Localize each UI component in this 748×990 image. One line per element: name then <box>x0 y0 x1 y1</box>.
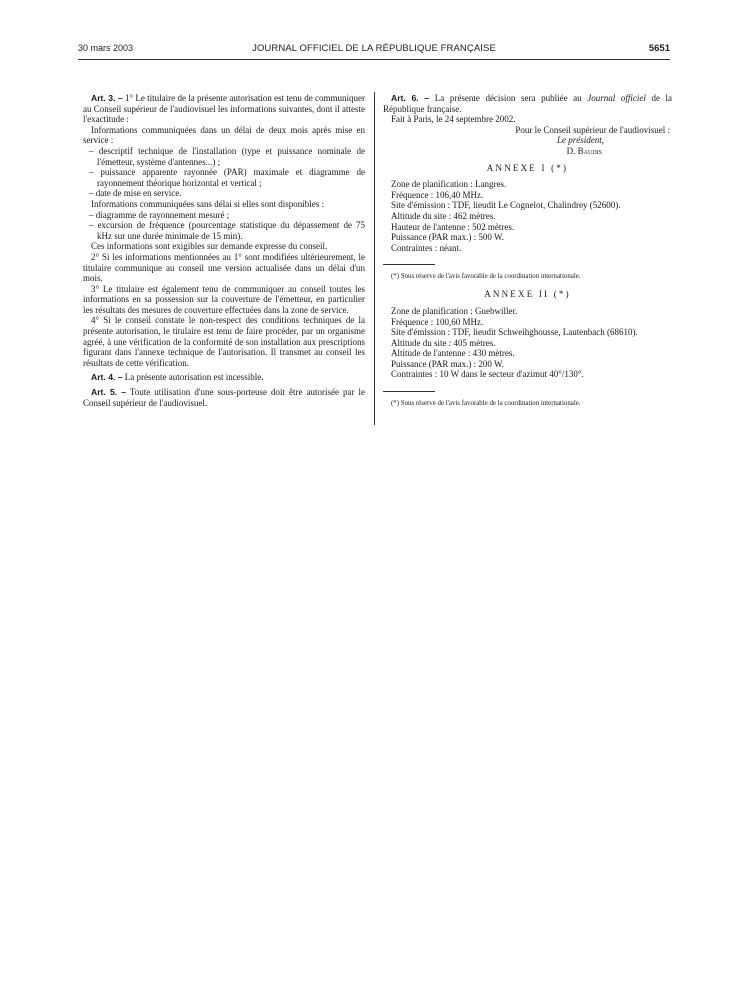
list-item: Zone de planification : Guebwiller. <box>391 305 518 316</box>
column-divider <box>374 92 375 425</box>
annex-1-footnote: (*) Sous réserve de l'avis favorable de la coordination internationale. <box>391 273 581 281</box>
signature-pour: Pour le Conseil supérieur de l'audiovisuel : <box>515 124 670 135</box>
art3-p4: 4° Si le conseil constate le non-respect des conditions techniques de la présente autorisation, le titulaire est tenu de faire procéder, par un organisme agréé, à une vérification de la conformité de son installation aux prescriptions figurant dans l'annexe technique de l'autorisation. Il transmet au conseil les résultats de cette vérification. <box>83 315 365 368</box>
list-item: Altitude de l'antenne : 430 mètres. <box>391 348 515 359</box>
footnote-rule <box>383 264 435 265</box>
list-item: Puissance (PAR max.) : 200 W. <box>391 358 504 369</box>
header-page-number: 5651 <box>648 43 670 54</box>
list-item: Fréquence : 106,40 MHz. <box>391 189 484 200</box>
signature-role: Le président, <box>557 135 604 146</box>
art4-label: Art. 4. – <box>91 372 123 383</box>
signature-name: D. Baudis <box>566 145 602 156</box>
list-item: – descriptif technique de l'installation (type et puissance nominale de l'émetteur, système d'antennes...) ; <box>89 145 365 167</box>
list-item: Site d'émission : TDF, lieudit Le Cognelot, Chalindrey (52600). <box>391 200 621 211</box>
annex-1-title: ANNEXE I (*) <box>486 162 569 173</box>
art3-p3: 3° Le titulaire est également tenu de communiquer au conseil toutes les informations en sa possession sur la couverture de l'émetteur, en particulier les résultats des mesures de couverture effectuées dans la zone de service. <box>83 283 365 315</box>
art5: Art. 5. – Toute utilisation d'une sous-porteuse doit être autorisée par le Conseil supérieur de l'audiovisuel. <box>83 387 365 408</box>
list-item: Contraintes : néant. <box>391 242 462 253</box>
list-item: Site d'émission : TDF, lieudit Schweihghousse, Lautenbach (68610). <box>391 327 638 338</box>
footnote-rule <box>383 391 435 392</box>
annex-2-footnote: (*) Sous réserve de l'avis favorable de la coordination internationale. <box>391 400 581 408</box>
right-column <box>383 93 672 408</box>
header-date: 30 mars 2003 <box>78 43 134 53</box>
art3-p2: 2° Si les informations mentionnées au 1° sont modifiées ultérieurement, le titulaire communique au conseil une version actualisée dans un délai d'un mois. <box>83 251 365 284</box>
list-item: – puissance apparente rayonnée (PAR) maximale et diagramme de rayonnement théorique horizontal et vertical ; <box>89 167 365 188</box>
list-item: Zone de planification : Langres. <box>391 179 507 190</box>
list-item: Hauteur de l'antenne : 502 mètres. <box>391 221 515 232</box>
list-item: Contraintes : 10 W dans le secteur d'azimut 40°/130°. <box>391 369 584 380</box>
art4: Art. 4. – La présente autorisation est incessible. <box>91 372 264 383</box>
art6-label: Art. 6. – <box>391 93 430 103</box>
art3-on-demand: Ces informations sont exigibles sur demande expresse du conseil. <box>91 241 328 252</box>
art6: Art. 6. – La présente décision sera publiée au Journal officiel de la République française. <box>383 93 673 114</box>
art3-two-months-title: Informations communiquées dans un délai de deux mois après mise en service : <box>83 124 365 146</box>
art3-intro: Art. 3. – 1° Le titulaire de la présente autorisation est tenu de communiquer au Conseil supérieur de l'audiovisuel les informations suivantes, dont il atteste l'exactitude : <box>83 93 366 125</box>
list-item: Altitude du site : 462 mètres. <box>391 210 496 221</box>
art5-label: Art. 5. – <box>91 387 127 398</box>
list-item: Fréquence : 100,60 MHz. <box>391 316 484 327</box>
fait-a-paris: Fait à Paris, le 24 septembre 2002. <box>391 114 516 125</box>
list-item: – excursion de fréquence (pourcentage statistique du dépassement de 75 kHz sur une durée minimale de 15 min). <box>89 220 365 241</box>
list-item: – date de mise en service. <box>89 188 182 199</box>
list-item: Altitude du site : 405 mètres. <box>391 337 496 348</box>
list-item: – diagramme de rayonnement mesuré ; <box>89 209 230 220</box>
list-item: Puissance (PAR max.) : 500 W. <box>391 232 504 243</box>
header-rule <box>78 59 670 60</box>
art3-label: Art. 3. – <box>91 93 123 103</box>
art3-no-delay-title: Informations communiquées sans délai si elles sont disponibles : <box>91 198 324 209</box>
page-header <box>78 43 670 57</box>
annex-2-title: ANNEXE II (*) <box>484 289 571 300</box>
header-journal-title: JOURNAL OFFICIEL DE LA RÉPUBLIQUE FRANÇAISE <box>252 43 496 54</box>
left-column <box>83 93 365 408</box>
journal-officiel-italic: Journal officiel <box>587 93 646 103</box>
